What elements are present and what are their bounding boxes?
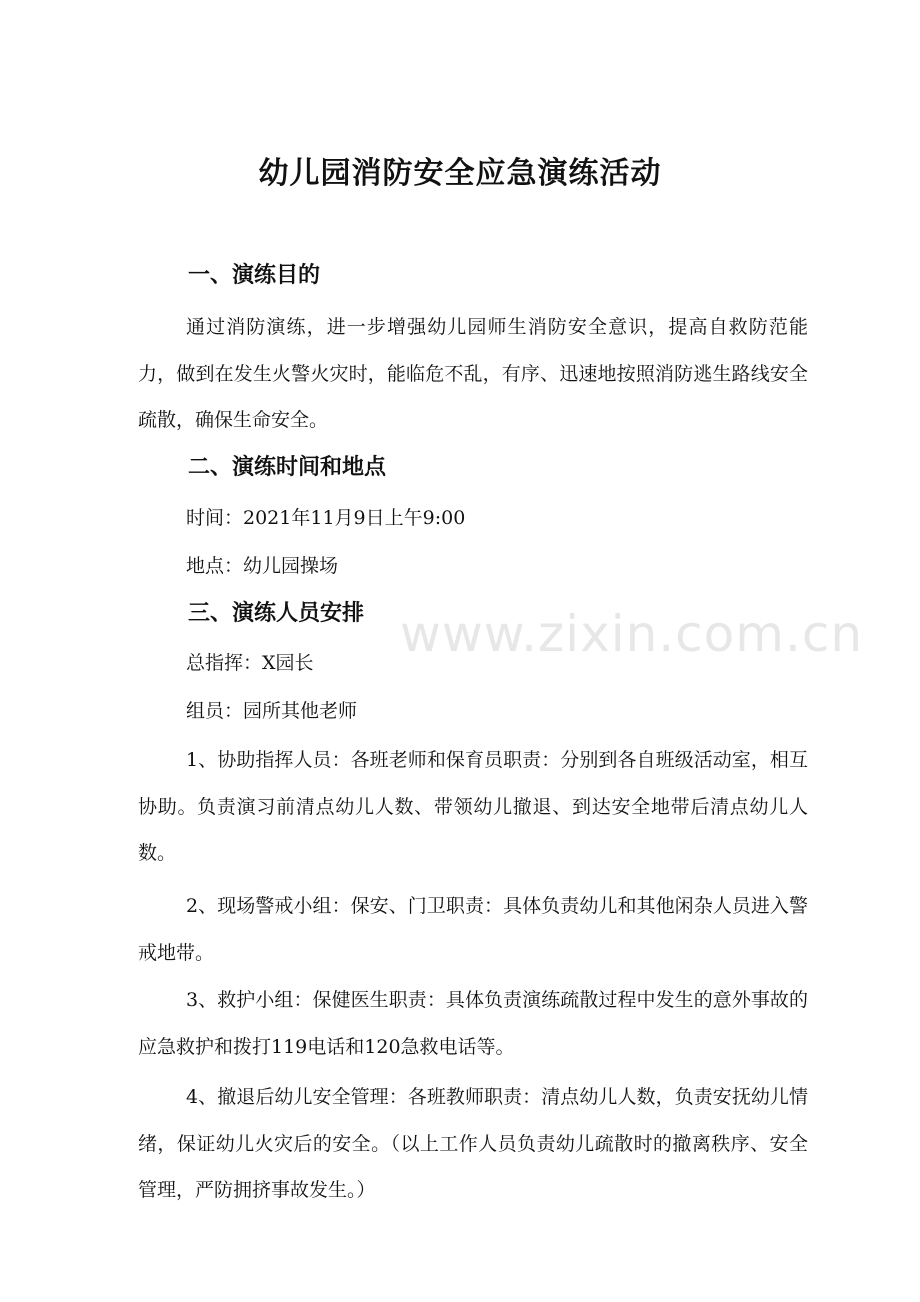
paragraph-security-team: 2、现场警戒小组：保安、门卫职责：具体负责幼儿和其他闲杂人员进入警戒地带。	[138, 895, 808, 964]
commander-line: 总指挥：X园长	[186, 652, 314, 674]
paragraph-evacuation-management: 4、撤退后幼儿安全管理：各班教师职责：清点幼儿人数，负责安抚幼儿情绪，保证幼儿火灾后的安全。（以上工作人员负责幼儿疏散时的撤离秩序、安全管理，严防拥挤事故发生。）	[138, 1086, 808, 1201]
paragraph-rescue-team: 3、救护小组：保健医生职责：具体负责演练疏散过程中发生的意外事故的应急救护和拨打119电话和120急救电话等。	[138, 989, 808, 1058]
section-heading-time-place: 二、演练时间和地点	[188, 455, 387, 480]
paragraph-purpose: 通过消防演练，进一步增强幼儿园师生消防安全意识，提高自救防范能力，做到在发生火警火灾时，能临危不乱，有序、迅速地按照消防逃生路线安全疏散，确保生命安全。	[138, 316, 808, 431]
place-line: 地点：幼儿园操场	[186, 555, 339, 577]
section-heading-purpose: 一、演练目的	[188, 263, 321, 288]
paragraph-assist-command: 1、协助指挥人员：各班老师和保育员职责：分别到各自班级活动室，相互协助。负责演习前清点幼儿人数、带领幼儿撤退、到达安全地带后清点幼儿人数。	[138, 749, 808, 864]
watermark: www.zixin.com.cn	[400, 605, 864, 663]
time-line: 时间：2021年11月9日上午9:00	[186, 507, 466, 529]
members-line: 组员：园所其他老师	[186, 700, 358, 722]
section-heading-personnel: 三、演练人员安排	[188, 601, 365, 626]
document-title: 幼儿园消防安全应急演练活动	[258, 156, 662, 191]
